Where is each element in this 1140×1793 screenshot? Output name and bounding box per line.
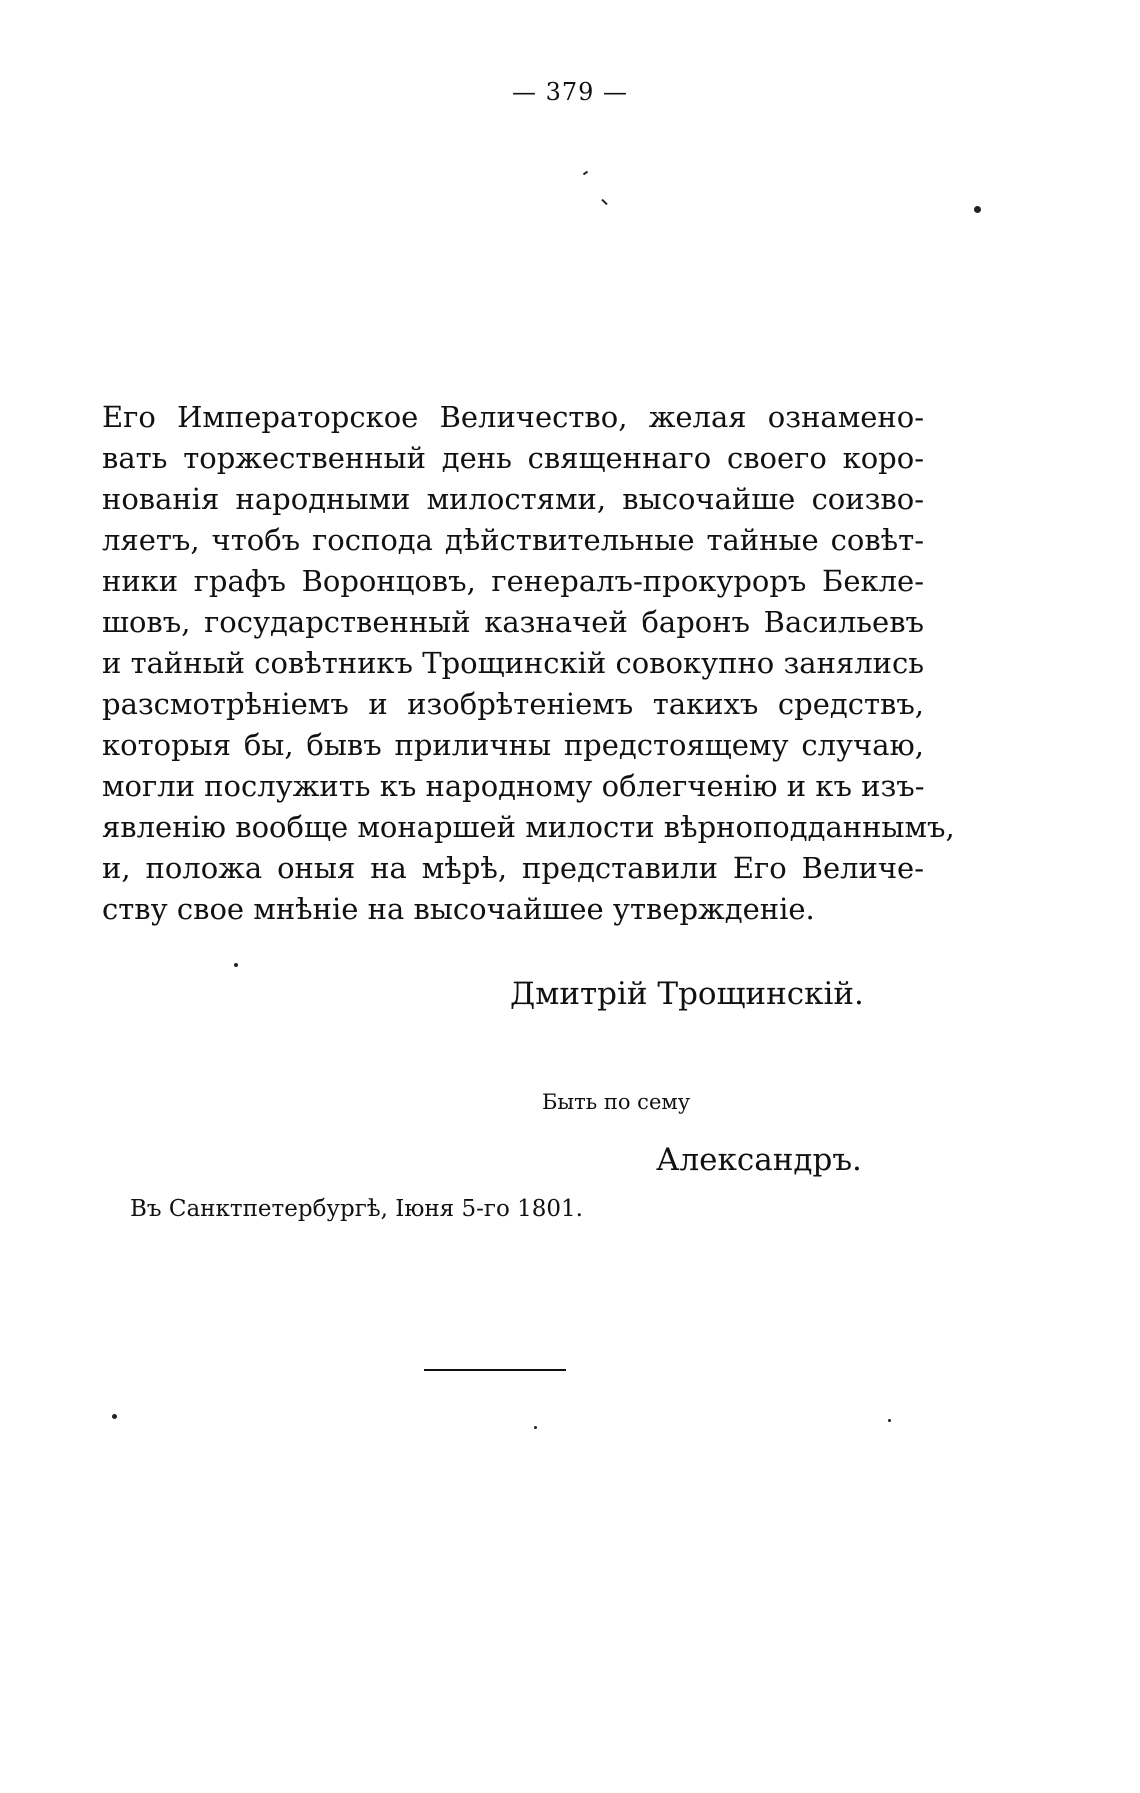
page-number: — 379 — [511,78,629,106]
scan-speck [888,1419,891,1422]
decree-line: разсмотрѣніемъ и изобрѣтеніемъ такихъ средствъ, [102,687,924,721]
decree-line: и тайный совѣтникъ Трощинскій совокупно занялись [102,646,924,680]
decree-line: явленію вообще монаршей милости вѣрноподданнымъ, [102,810,955,844]
scan-speck [112,1414,117,1419]
decree-line: шовъ, государственный казначей баронъ Васильевъ [102,605,924,639]
signature-troshchinsky: Дмитрій Трощинскій. [510,976,864,1012]
imperial-resolution: Быть по сему [542,1090,691,1114]
decree-line: нованія народными милостями, высочайше соизво- [102,482,924,516]
scan-speck [534,1426,537,1429]
decree-line: которыя бы, бывъ приличны предстоящему случаю, [102,728,924,762]
decree-line: могли послужить къ народному облегченію и къ изъ- [102,769,925,803]
scan-speck [974,206,981,213]
decree-line: Его Императорское Величество, желая ознамено- [102,400,924,434]
decree-line: ляетъ, чтобъ господа дѣйствительные тайные совѣт- [102,523,924,557]
decree-line: вать торжественный день священнаго своего коро- [102,441,924,475]
scan-speck [601,199,607,205]
closing-rule [424,1369,566,1371]
scan-speck [234,963,238,967]
decree-line: и, положа оныя на мѣрѣ, представили Его Величе- [102,851,924,885]
place-and-date: Въ Санктпетербургѣ, Іюня 5-го 1801. [130,1196,583,1222]
decree-text [102,397,955,930]
scan-speck [583,171,588,176]
decree-line: ники графъ Воронцовъ, генералъ-прокуроръ Бекле- [102,564,924,598]
signature-alexander: Александръ. [656,1142,862,1178]
decree-line: ству свое мнѣніе на высочайшее утвержденіе. [102,892,815,926]
